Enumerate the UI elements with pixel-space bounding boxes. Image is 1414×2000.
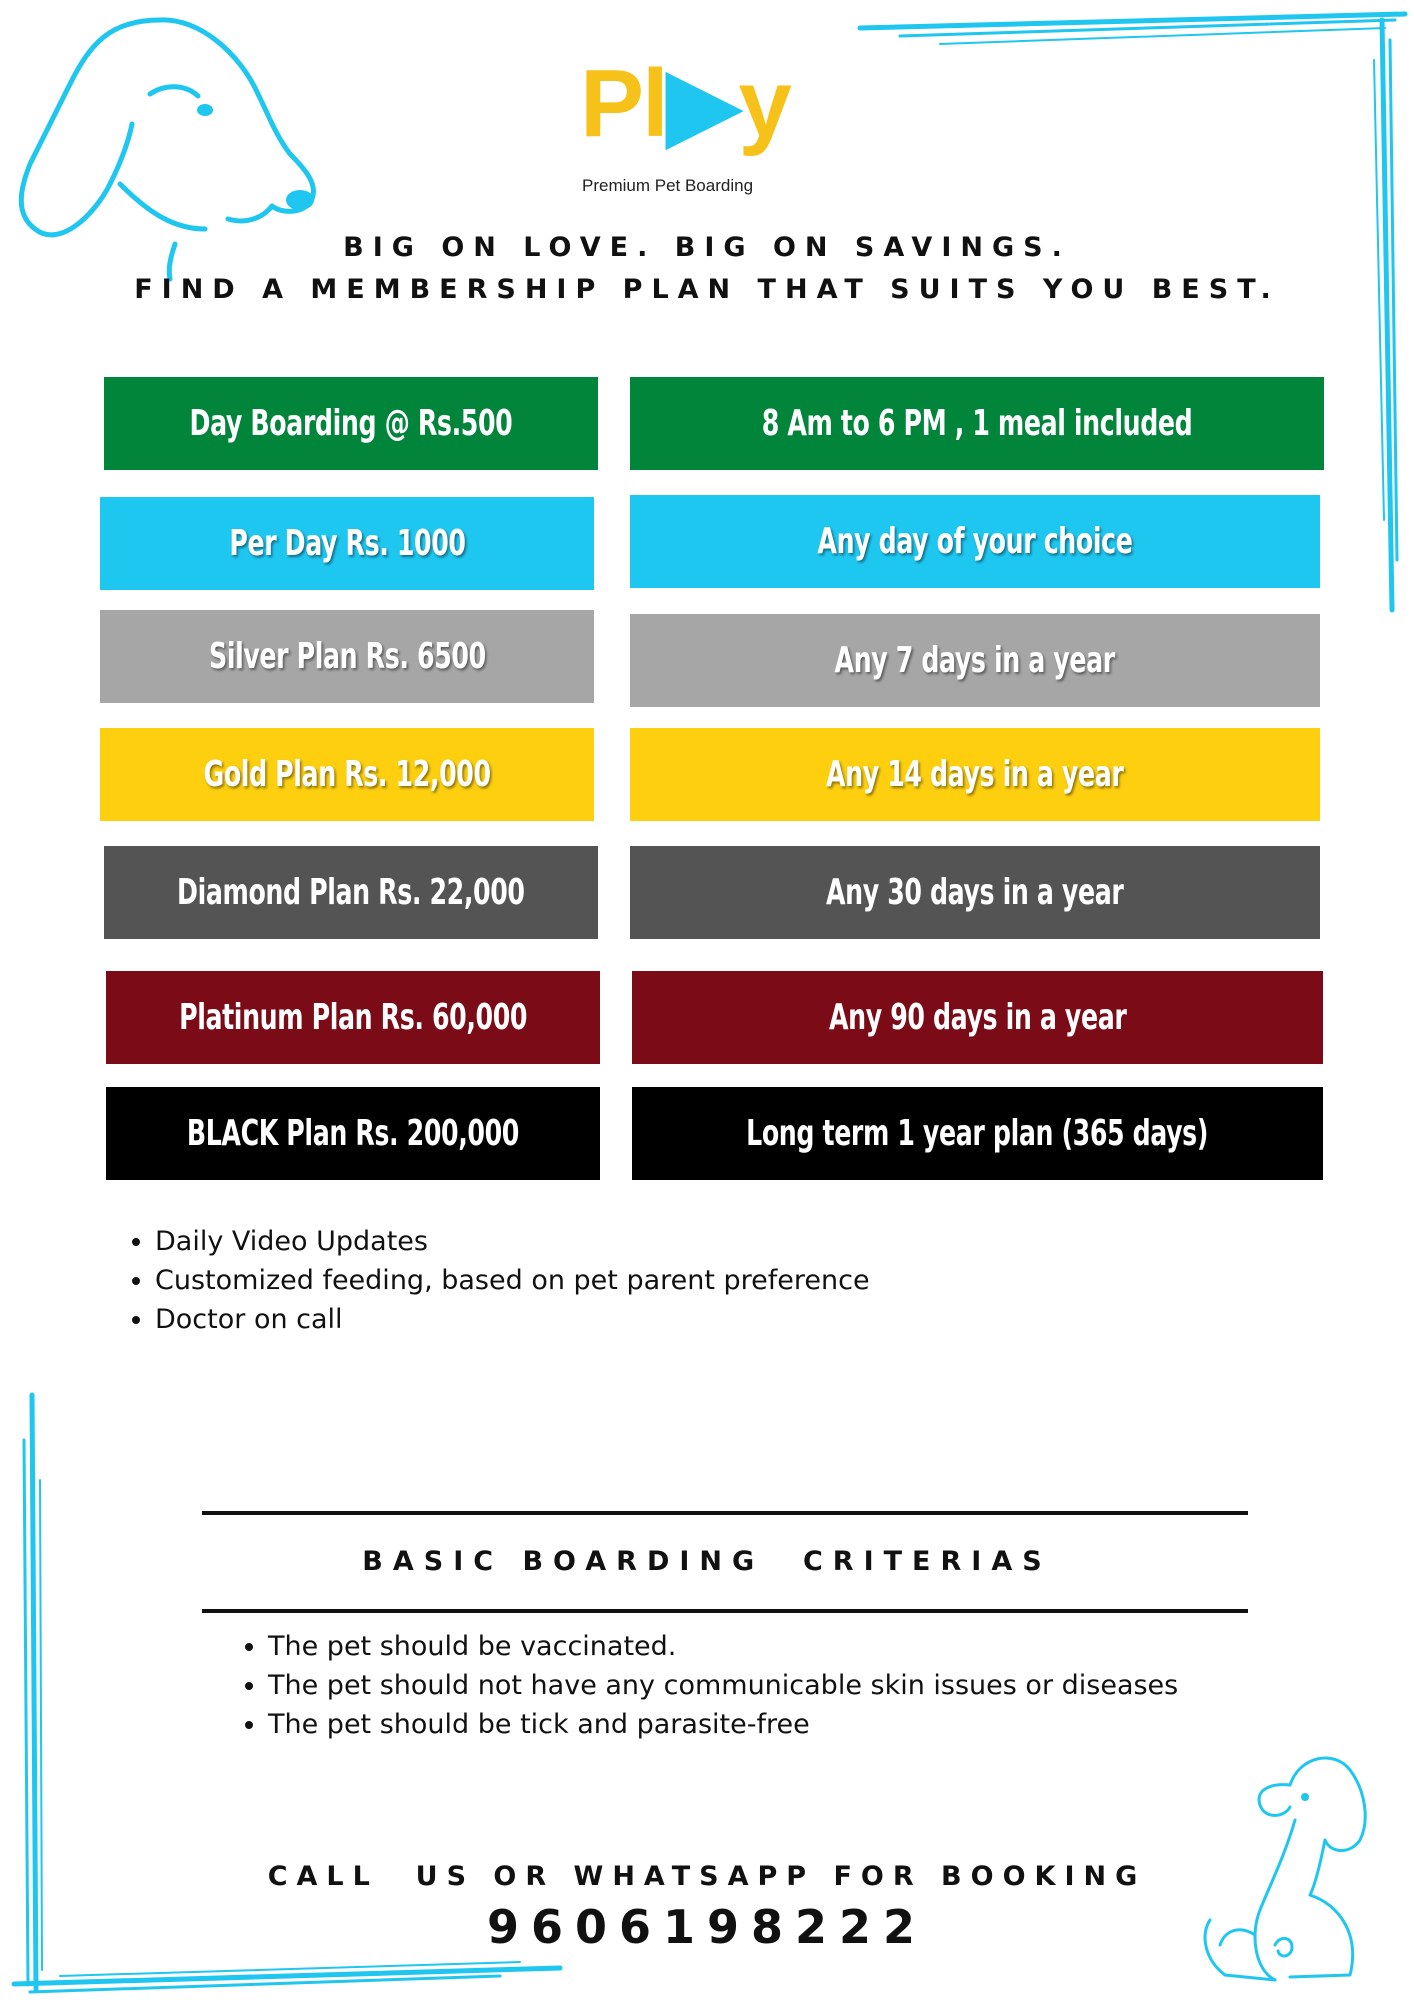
plan-name-gold: Gold Plan Rs. 12,000	[100, 728, 594, 821]
list-item: • The pet should not have any communicable skin issues or diseases	[268, 1666, 1178, 1705]
plan-detail-black: Long term 1 year plan (365 days)	[632, 1087, 1323, 1180]
booking-cta: CALL US OR WHATSAPP FOR BOOKING	[267, 1861, 1147, 1892]
phone-number[interactable]: 9606198222	[486, 1900, 928, 1954]
logo-wordmark: Pl▶y	[580, 50, 790, 157]
logo-tagline: Premium Pet Boarding	[582, 176, 754, 195]
benefits-list	[127, 1222, 870, 1339]
list-item: • The pet should be vaccinated.	[268, 1627, 1178, 1666]
plan-name-black: BLACK Plan Rs. 200,000	[106, 1087, 600, 1180]
list-item: • Daily Video Updates	[155, 1222, 870, 1261]
brand-logo	[580, 50, 840, 206]
plan-detail-per-day: Any day of your choice	[630, 495, 1320, 588]
criteria-list	[240, 1627, 1178, 1744]
plan-detail-day-boarding: 8 Am to 6 PM , 1 meal included	[630, 377, 1324, 470]
plan-detail-gold: Any 14 days in a year	[630, 728, 1320, 821]
list-item: • Customized feeding, based on pet parent preference	[155, 1261, 870, 1300]
headline-line1: BIG ON LOVE. BIG ON SAVINGS.	[343, 232, 1071, 263]
plan-detail-silver: Any 7 days in a year	[630, 614, 1320, 707]
plan-detail-diamond: Any 30 days in a year	[630, 846, 1320, 939]
list-item: • The pet should be tick and parasite-free	[268, 1705, 1178, 1744]
divider-bottom	[202, 1609, 1248, 1613]
criteria-title: BASIC BOARDING CRITERIAS	[362, 1546, 1052, 1577]
plan-name-per-day: Per Day Rs. 1000	[100, 497, 594, 590]
divider-top	[202, 1511, 1248, 1515]
plan-name-diamond: Diamond Plan Rs. 22,000	[104, 846, 598, 939]
list-item: • Doctor on call	[155, 1300, 870, 1339]
plan-detail-platinum: Any 90 days in a year	[632, 971, 1323, 1064]
plan-name-platinum: Platinum Plan Rs. 60,000	[106, 971, 600, 1064]
plan-name-day-boarding: Day Boarding @ Rs.500	[104, 377, 598, 470]
plan-name-silver: Silver Plan Rs. 6500	[100, 610, 594, 703]
headline-line2: FIND A MEMBERSHIP PLAN THAT SUITS YOU BEST.	[134, 274, 1280, 305]
